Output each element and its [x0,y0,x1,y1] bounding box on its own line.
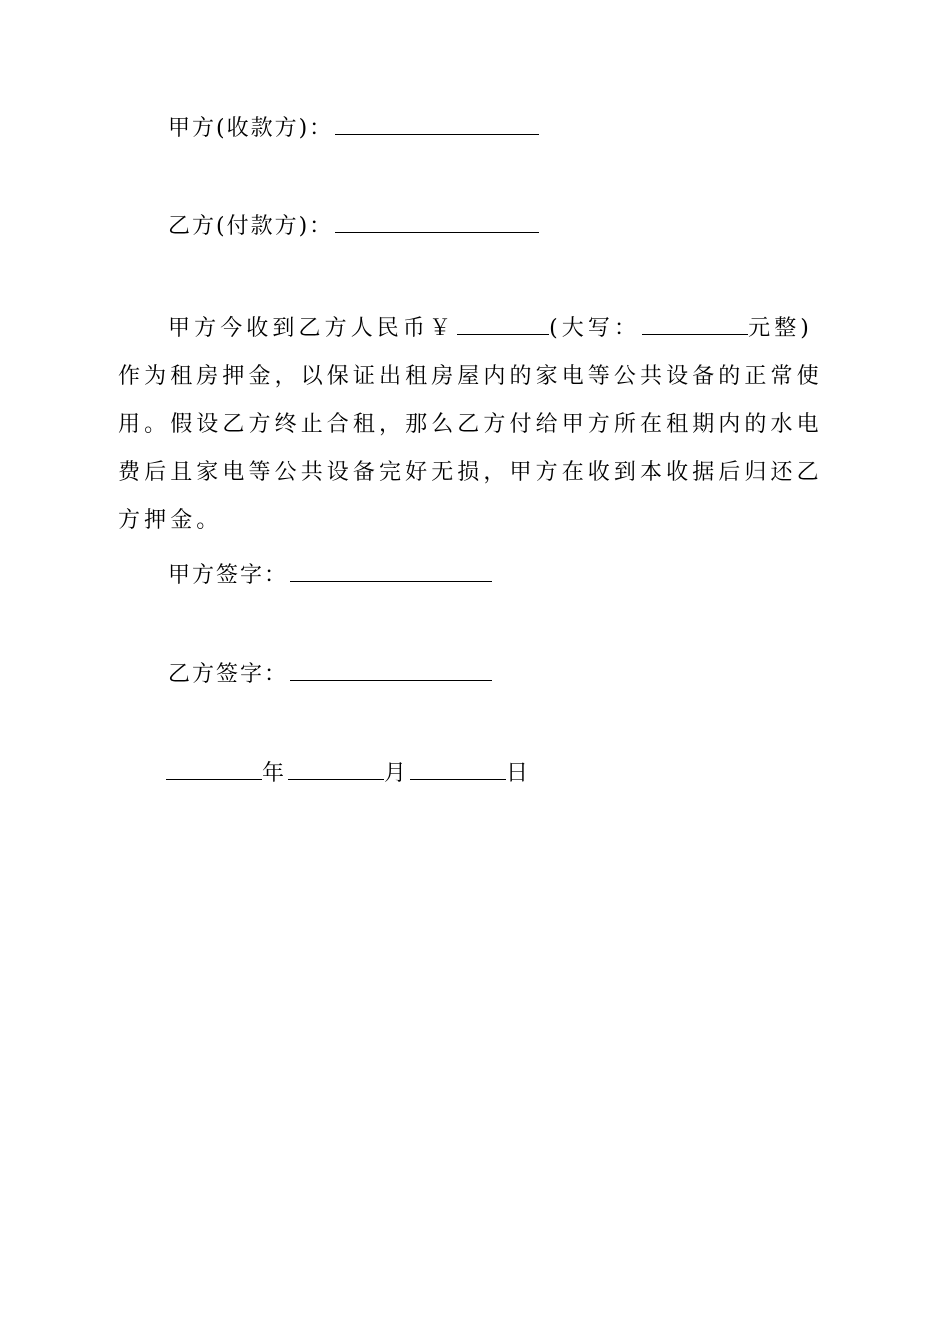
sign-a-line [168,561,492,591]
party-a-label: 甲方(收款方)： [168,116,334,141]
sign-a-blank[interactable] [290,561,492,582]
day-label: 日 [506,761,531,786]
month-blank[interactable] [288,759,384,780]
amount-number-blank[interactable] [457,316,549,335]
month-label: 月 [384,761,409,786]
sign-b-line [168,660,492,690]
date-line [166,759,530,789]
party-a-name-blank[interactable] [335,114,539,135]
body-text-1: 甲方今收到乙方人民币￥ [168,316,456,341]
party-b-line [168,212,539,242]
sign-b-label: 乙方签字： [168,662,289,687]
sign-a-label: 甲方签字： [168,563,289,588]
party-a-line [168,114,539,144]
party-b-label: 乙方(付款方)： [168,214,334,239]
body-text-2: (大写： [549,316,641,341]
sign-b-blank[interactable] [290,660,492,681]
day-blank[interactable] [410,759,506,780]
year-blank[interactable] [166,759,262,780]
body-text-3: 元整)作为租房押金，以保证出租房屋内的家电等公共设备的正常使用。假设乙方终止合租，那么乙方付给甲方所在租期内的水电费后且家电等公共设备完好无损，甲方在收到本收据后归还乙方押金。 [118,316,823,533]
amount-words-blank[interactable] [642,316,748,335]
year-label: 年 [262,761,287,786]
party-b-name-blank[interactable] [335,212,539,233]
receipt-body [118,305,834,545]
